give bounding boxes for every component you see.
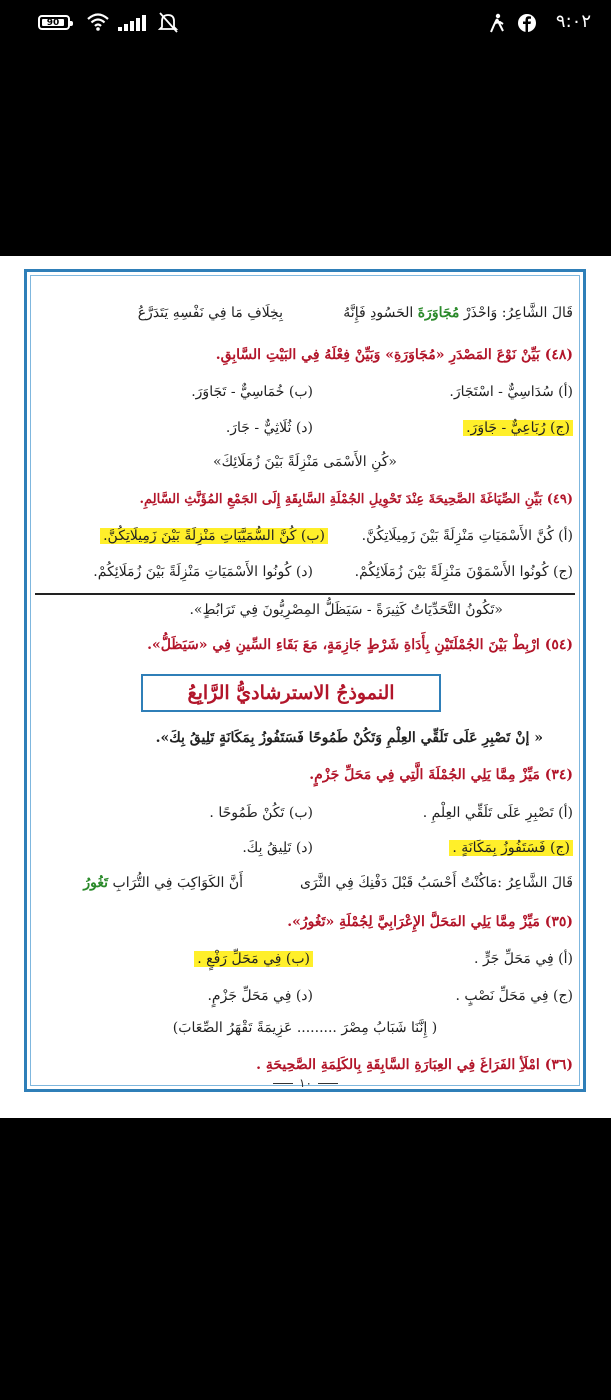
- verse-1-right: قَالَ الشَّاعِرُ: وَاحْذَرْ: [463, 305, 573, 321]
- question-48: (٤٨) بَيِّنْ نَوْعَ المَصْدَرِ «مُجَاوَرَةِ» وَبَيِّنْ فِعْلَهُ فِي البَيْتِ السَّابِقِ.: [215, 347, 573, 363]
- q34-option-a: (أ) تَصْبِرِ عَلَى تَلَقِّي العِلْمِ .: [422, 805, 573, 821]
- page-number: ١٠: [0, 1076, 611, 1090]
- verse-1-highlight: مُجَاوَرَةَ: [417, 305, 460, 321]
- divider: [35, 593, 575, 595]
- q35-option-c: (ج) فِي مَحَلِّ نَصْبٍ .: [455, 988, 573, 1004]
- q34-option-c: (ج) فَسَتَفُوزُ بِمَكَانَةٍ .: [449, 840, 573, 856]
- q49-option-c: (ج) كُونُوا الأَسْمَوْنَ مَنْزِلَةً بَيْنَ زُمَلَائِكُمْ.: [354, 564, 573, 580]
- question-36: (٣٦) امْلَأِ الفَرَاغَ فِي العِبَارَةِ السَّابِقَةِ بِالكَلِمَةِ الصَّحِيحَةِ .: [256, 1057, 573, 1073]
- notifications-off-icon: [157, 11, 179, 33]
- facebook-icon: [517, 13, 537, 33]
- q34-option-d: (د) تَلِيقُ بِكَ.: [242, 840, 313, 856]
- verse-2-right: قَالَ الشَّاعِرُ :مَاكُنْتُ أَحْسَبُ قَبْلَ دَفْنِكَ فِي الثَّرَى: [299, 875, 573, 891]
- q49-option-a: (أ) كُنَّ الأَسْمَيَاتِ مَنْزِلَةً بَيْنَ زَمِيلَاتِكُنَّ.: [361, 528, 573, 544]
- q35-option-b: (ب) فِي مَحَلِّ رَفْعٍ .: [194, 951, 313, 967]
- question-34: (٣٤) مَيِّزْ مِمَّا يَلِي الجُمْلَةَ الَّتِي فِي مَحَلِّ جَزْمٍ.: [309, 767, 573, 783]
- battery-level: 90: [42, 19, 64, 26]
- quote-4: « إنْ تَصْبِرِ عَلَى تَلَقِّي العِلْمِ وَتَكُنْ طَمُوحًا فَسَتَفُوزُ بِمَكَانَةٍ تَلِيقُ بِكَ».: [155, 730, 543, 746]
- question-35: (٣٥) مَيِّزْ مِمَّا يَلِي المَحَلَّ الإِعْرَابِيَّ لِجُمْلَةِ «تَغُورُ».: [287, 914, 573, 930]
- document-page: [0, 256, 611, 1118]
- verse-1-left: بِخِلَافِ مَا فِي نَفْسِهِ يَتَدَرَّعُ: [137, 305, 283, 321]
- clock: ٩:٠٢: [555, 11, 591, 32]
- q35-option-d: (د) فِي مَحَلِّ جَزْمٍ.: [207, 988, 313, 1004]
- q49-option-d: (د) كُونُوا الأَسْمَيَاتِ مَنْزِلَةً بَيْنَ زُمَلَائِكُمْ.: [93, 564, 313, 580]
- battery-icon: [38, 15, 70, 30]
- quote-5: ( إِنَّنَا شَبَابُ مِصْرَ ......... عَزِيمَةً تَقْهَرُ الصِّعَابَ): [172, 1020, 438, 1036]
- q48-option-b: (ب) خُمَاسِيٌّ - تَجَاوَرَ.: [191, 384, 313, 400]
- question-54: (٥٤) ارْبِطْ بَيْنَ الجُمْلَتَيْنِ بِأَدَاةِ شَرْطٍ جَازِمَةٍ، مَعَ بَقَاءِ السِّينِ فِي «سَيَظَلُّ».: [147, 637, 573, 653]
- q48-option-c: (ج) رُبَاعِيٌّ - جَاوَرَ.: [463, 420, 573, 436]
- verse-1-rest: الحَسُودِ فَإِنَّهُ: [343, 305, 414, 321]
- section-title: النموذجُ الاسترشاديُّ الرَّابِعُ: [141, 674, 441, 712]
- q34-option-b: (ب) تَكُنْ طَمُوحًا .: [209, 805, 313, 821]
- quote-2: «كُنِ الأَسْمَى مَنْزِلَةً بَيْنَ زُمَلَائِكَ»: [213, 454, 397, 470]
- q48-option-a: (أ) سُدَاسِيٌّ - اسْتَجَارَ.: [449, 384, 573, 400]
- signal-icon: [118, 14, 152, 32]
- q49-option-b: (ب) كُنَّ السُّمَيَّيَاتِ مَنْزِلَةً بَيْنَ زَمِيلَاتِكُنَّ.: [100, 528, 328, 544]
- quote-3: «تَكُونُ التَّحَدِّيَاتُ كَثِيرَةً - سَيَظَلُّ المِصْرِيُّونَ فِي تَرَابُطٍ».: [189, 602, 503, 618]
- page-frame: [24, 269, 586, 1092]
- verse-2-highlight: تَغُورُ: [83, 875, 109, 891]
- accessibility-walk-icon: [488, 13, 506, 33]
- status-bar: [0, 0, 611, 48]
- question-49: (٤٩) بَيِّنِ الصِّيَاغَةَ الصَّحِيحَةَ عِنْدَ تَحْوِيلِ الجُمْلَةِ السَّابِقَةِ إِلَى الجَمْعِ المُؤَنَّثِ السَّالِمِ.: [139, 492, 573, 507]
- q48-option-d: (د) ثُلَاثِيٌّ - جَارَ.: [225, 420, 313, 436]
- q35-option-a: (أ) فِي مَحَلِّ جَرٍّ .: [474, 951, 573, 967]
- wifi-icon: [86, 12, 110, 32]
- verse-2-left: أَنَّ الكَوَاكِبَ فِي التُّرَابِ: [112, 875, 243, 891]
